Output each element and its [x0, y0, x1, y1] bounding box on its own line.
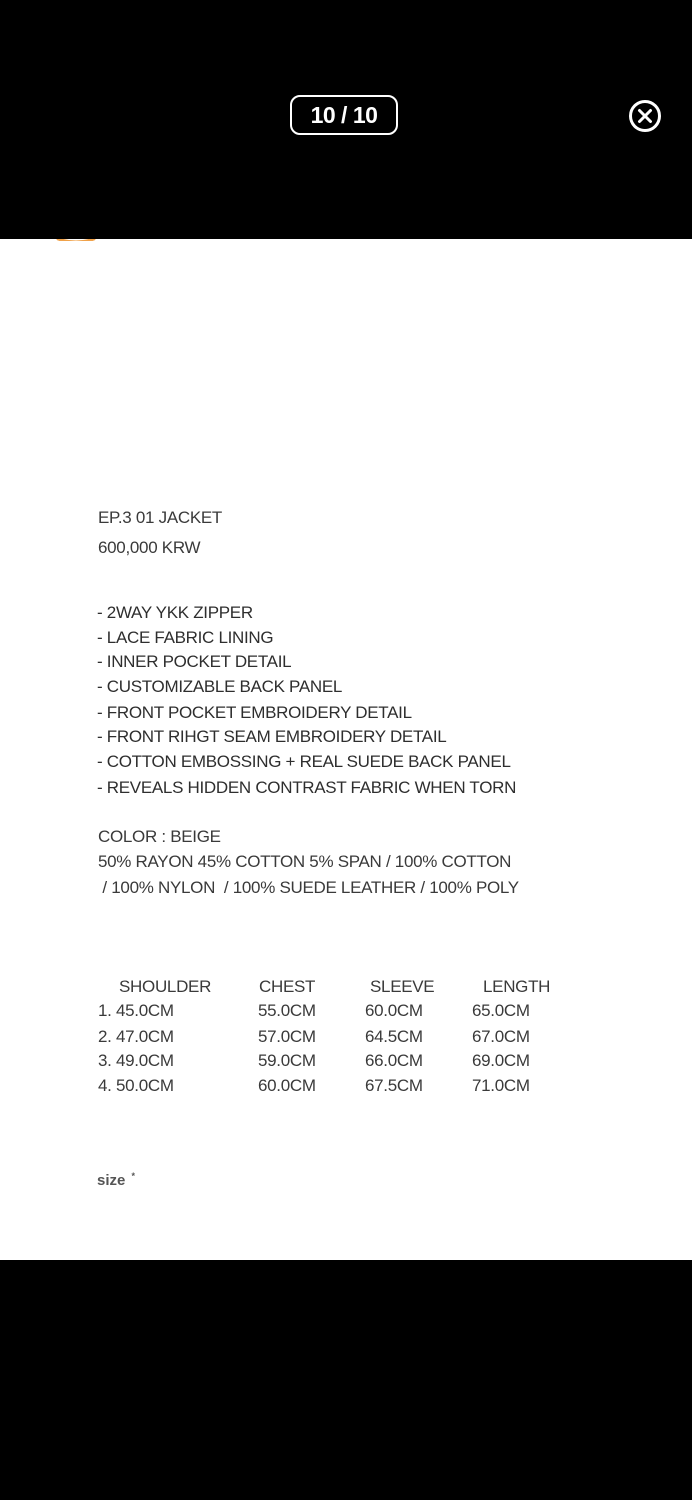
feature-item: - CUSTOMIZABLE BACK PANEL — [97, 677, 343, 696]
table-cell: 67.0CM — [472, 1027, 530, 1046]
viewer-top-bar — [0, 0, 692, 239]
product-image — [0, 239, 692, 1260]
feature-item: - 2WAY YKK ZIPPER — [97, 603, 253, 622]
table-cell: 59.0CM — [258, 1051, 316, 1070]
table-cell: 3. 49.0CM — [98, 1051, 174, 1070]
table-cell: 69.0CM — [472, 1051, 530, 1070]
table-cell: 67.5CM — [365, 1076, 423, 1095]
size-field-label — [97, 1171, 135, 1189]
composition-line: / 100% NYLON / 100% SUEDE LEATHER / 100% POLY — [98, 878, 519, 897]
orange-decoration-icon — [56, 239, 96, 241]
table-cell: 1. 45.0CM — [98, 1001, 174, 1020]
table-header: CHEST — [259, 977, 316, 996]
table-header: LENGTH — [483, 977, 551, 996]
composition-line: 50% RAYON 45% COTTON 5% SPAN / 100% COTTON — [98, 852, 512, 871]
table-cell: 55.0CM — [258, 1001, 316, 1020]
table-header: SLEEVE — [370, 977, 435, 996]
table-cell: 57.0CM — [258, 1027, 316, 1046]
feature-item: - REVEALS HIDDEN CONTRAST FABRIC WHEN TORN — [97, 778, 517, 797]
table-cell: 60.0CM — [365, 1001, 423, 1020]
table-cell: 65.0CM — [472, 1001, 530, 1020]
image-counter: 10 / 10 — [290, 95, 398, 135]
close-circle-icon — [628, 99, 662, 133]
table-header: SHOULDER — [119, 977, 212, 996]
feature-item: - LACE FABRIC LINING — [97, 628, 274, 647]
required-mark: * — [131, 1171, 136, 1181]
table-cell: 66.0CM — [365, 1051, 423, 1070]
viewer-bottom-bar — [0, 1260, 692, 1500]
table-cell: 4. 50.0CM — [98, 1076, 174, 1095]
feature-item: - COTTON EMBOSSING + REAL SUEDE BACK PANEL — [97, 752, 511, 771]
product-name: EP.3 01 JACKET — [98, 508, 222, 527]
table-cell: 2. 47.0CM — [98, 1027, 174, 1046]
table-cell: 60.0CM — [258, 1076, 316, 1095]
feature-item: - FRONT RIHGT SEAM EMBROIDERY DETAIL — [97, 727, 447, 746]
product-color: COLOR : BEIGE — [98, 827, 221, 846]
table-cell: 71.0CM — [472, 1076, 530, 1095]
size-label-text: size — [97, 1172, 126, 1189]
feature-item: - FRONT POCKET EMBROIDERY DETAIL — [97, 703, 412, 722]
table-cell: 64.5CM — [365, 1027, 423, 1046]
feature-item: - INNER POCKET DETAIL — [97, 652, 292, 671]
close-button[interactable] — [628, 99, 662, 133]
product-price: 600,000 KRW — [98, 538, 201, 557]
